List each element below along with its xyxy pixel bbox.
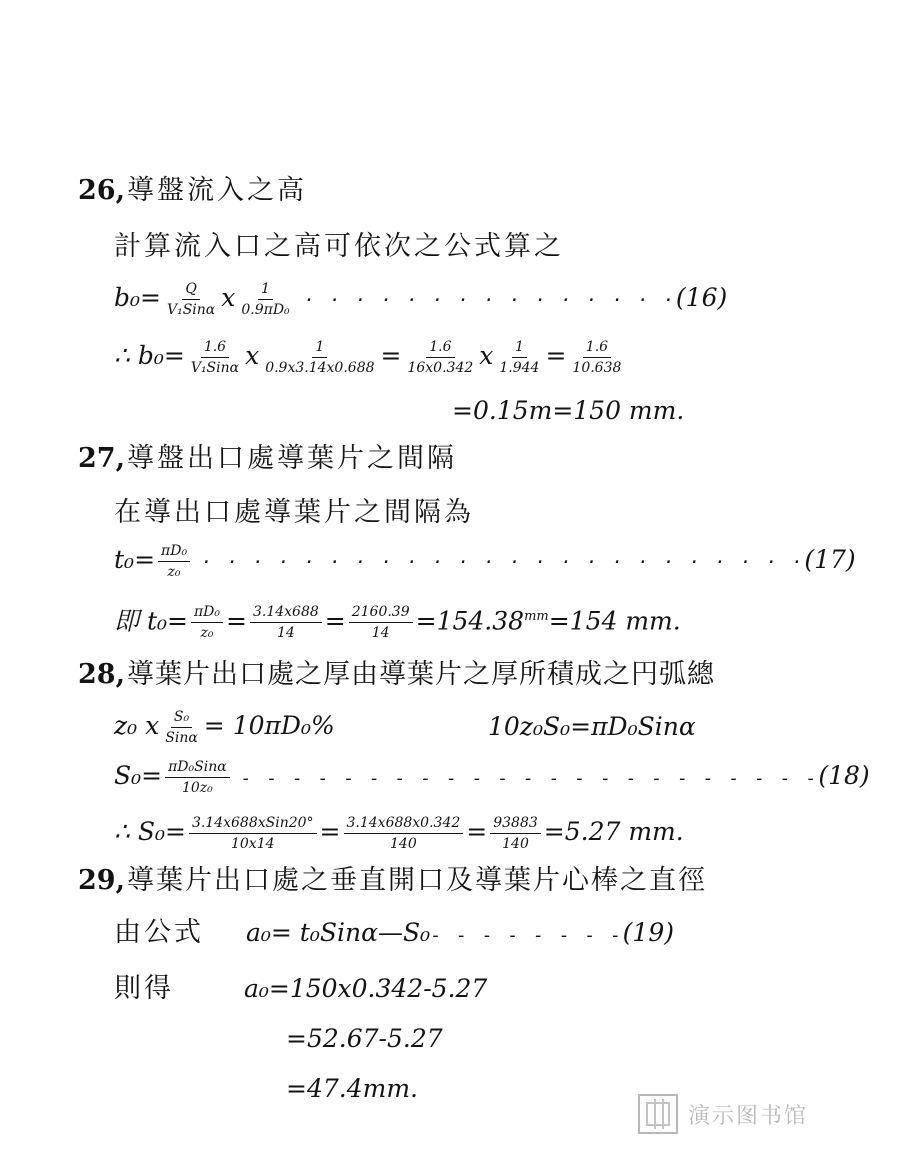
times-sign: x [245, 341, 260, 370]
times-sign: x [221, 283, 236, 312]
fraction [165, 758, 230, 797]
calc-lhs: ∴ S₀= [114, 817, 186, 846]
derivation-lhs: z₀ x [114, 711, 160, 740]
fraction [238, 280, 292, 319]
section-28-title: 導葉片出口處之厚由導葉片之厚所積成之円弧總 [126, 659, 715, 690]
calc-line-2: =52.67-5.27 [286, 1024, 443, 1053]
denominator: 140 [390, 836, 417, 852]
numerator: 1.6 [201, 338, 229, 358]
section-26-intro: 計算流入口之高可依次之公式算之 [114, 231, 564, 262]
fraction [188, 338, 242, 377]
equals-sign: = [226, 606, 247, 636]
denominator: 16x0.342 [407, 360, 474, 376]
fraction [496, 338, 542, 377]
fraction [262, 338, 377, 377]
formula-t0-calc [114, 602, 681, 642]
formula-s0-derivation [114, 708, 335, 747]
fraction [569, 338, 624, 377]
calc-result-rounded: =154 mm. [548, 606, 681, 636]
equals-sign: = [324, 606, 346, 636]
numerator: 1 [312, 338, 327, 358]
derivation-rhs: = 10πD₀% [203, 711, 335, 740]
formula-s0-calc [114, 814, 684, 853]
denominator: 14 [276, 625, 295, 642]
formula-16 [114, 280, 727, 319]
numerator: 1.6 [426, 338, 454, 358]
section-28-number: 28, [78, 659, 125, 690]
numerator: 2160.39 [349, 603, 413, 623]
watermark-text: 演示图书馆 [688, 1103, 809, 1129]
section-29-title: 導葉片出口處之垂直開口及導葉片心棒之直徑 [126, 865, 707, 896]
numerator: Q [182, 280, 199, 300]
section-27-heading [78, 444, 457, 474]
fraction [490, 814, 541, 853]
section-26-heading [78, 176, 307, 206]
section-27-number: 27, [78, 443, 125, 474]
numerator: S₀ [171, 708, 192, 728]
section-29-number: 29, [78, 865, 125, 896]
section-28-heading [78, 660, 715, 690]
calc-result: =5.27 mm. [543, 817, 684, 846]
denominator: 0.9πD₀ [241, 302, 290, 318]
formula-19-expr: a₀= t₀Sinα—S₀ [245, 918, 431, 947]
section-27-title: 導盤出口處導葉片之間隔 [126, 443, 457, 474]
denominator: 10x14 [230, 836, 275, 852]
leader-dashes: - - - - - - - - [430, 925, 623, 946]
times-sign: x [479, 341, 494, 370]
denominator: 140 [502, 836, 529, 852]
formula-19 [114, 918, 674, 951]
denominator: z₀ [200, 625, 214, 642]
denominator: 0.9x3.14x0.688 [265, 360, 375, 376]
equals-sign: = [466, 817, 488, 846]
fraction [344, 814, 464, 853]
formula-18 [114, 758, 870, 797]
fraction [162, 708, 201, 747]
then-label: 則得 [114, 973, 174, 1004]
numerator: 1 [512, 338, 527, 358]
numerator: πD₀ [158, 542, 190, 562]
from-formula-label: 由公式 [114, 917, 204, 948]
numerator: 1.6 [583, 338, 611, 358]
numerator: 3.14x688x0.342 [344, 814, 464, 834]
denominator: 10z₀ [181, 780, 213, 796]
formula-18-lhs: S₀= [114, 761, 163, 790]
equals-sign: = [545, 341, 567, 370]
formula-16-lhs: b₀= [114, 283, 161, 312]
formula-b0-calc [114, 338, 627, 377]
calc-lhs: 即 t₀= [114, 606, 188, 636]
numerator: πD₀Sinα [165, 758, 230, 778]
denominator: 1.944 [499, 360, 540, 376]
leader-dashes: - - - - - - - - - - - - - - - - - - - - - - - [240, 768, 819, 789]
denominator: V₁Sinα [190, 360, 240, 376]
equation-number: (16) [675, 283, 728, 312]
formula-17 [114, 542, 856, 581]
formula-b0-result: =0.15m=150 mm. [452, 396, 685, 425]
formula-17-lhs: t₀= [114, 545, 156, 574]
denominator: 10.638 [572, 360, 622, 376]
equals-sign: = [380, 341, 402, 370]
fraction [189, 814, 317, 853]
fraction [250, 603, 322, 642]
section-29-heading [78, 866, 707, 896]
calc-line-1: a₀=150x0.342-5.27 [243, 974, 488, 1003]
numerator: 1 [258, 280, 273, 300]
equation-number: (18) [818, 761, 870, 790]
fraction [164, 280, 218, 319]
numerator: 3.14x688xSin20° [189, 814, 317, 834]
fraction [158, 542, 190, 581]
leader-dots: · · · · · · · · · · · · · · · · · · · · · · · · [201, 552, 805, 573]
denominator: 14 [371, 625, 390, 642]
formula-a0-calc [114, 974, 487, 1004]
calc-result: =154.38 [415, 606, 525, 636]
equation-number: (17) [804, 545, 856, 574]
formula-s0-side-note: 10z₀S₀=πD₀Sinα [488, 712, 696, 741]
section-26-number: 26, [78, 175, 125, 206]
seal-logo-icon [638, 1094, 678, 1134]
unit-superscript: mm [524, 609, 549, 624]
numerator: 93883 [490, 814, 541, 834]
equals-sign: = [319, 817, 341, 846]
denominator: z₀ [167, 564, 181, 580]
numerator: 3.14x688 [250, 603, 322, 623]
fraction [349, 603, 413, 642]
section-27-intro: 在導出口處導葉片之間隔為 [114, 497, 474, 528]
fraction [191, 603, 223, 642]
calc-lhs: ∴ b₀= [114, 341, 185, 370]
denominator: Sinα [165, 730, 198, 746]
numerator: πD₀ [191, 603, 223, 623]
calc-line-3: =47.4mm. [286, 1074, 418, 1103]
fraction [404, 338, 476, 377]
watermark [638, 1094, 808, 1134]
section-26-title: 導盤流入之高 [126, 175, 307, 206]
leader-dots: · · · · · · · · · · · · · · · [303, 290, 676, 311]
denominator: V₁Sinα [166, 302, 216, 318]
equation-number: (19) [622, 918, 674, 947]
